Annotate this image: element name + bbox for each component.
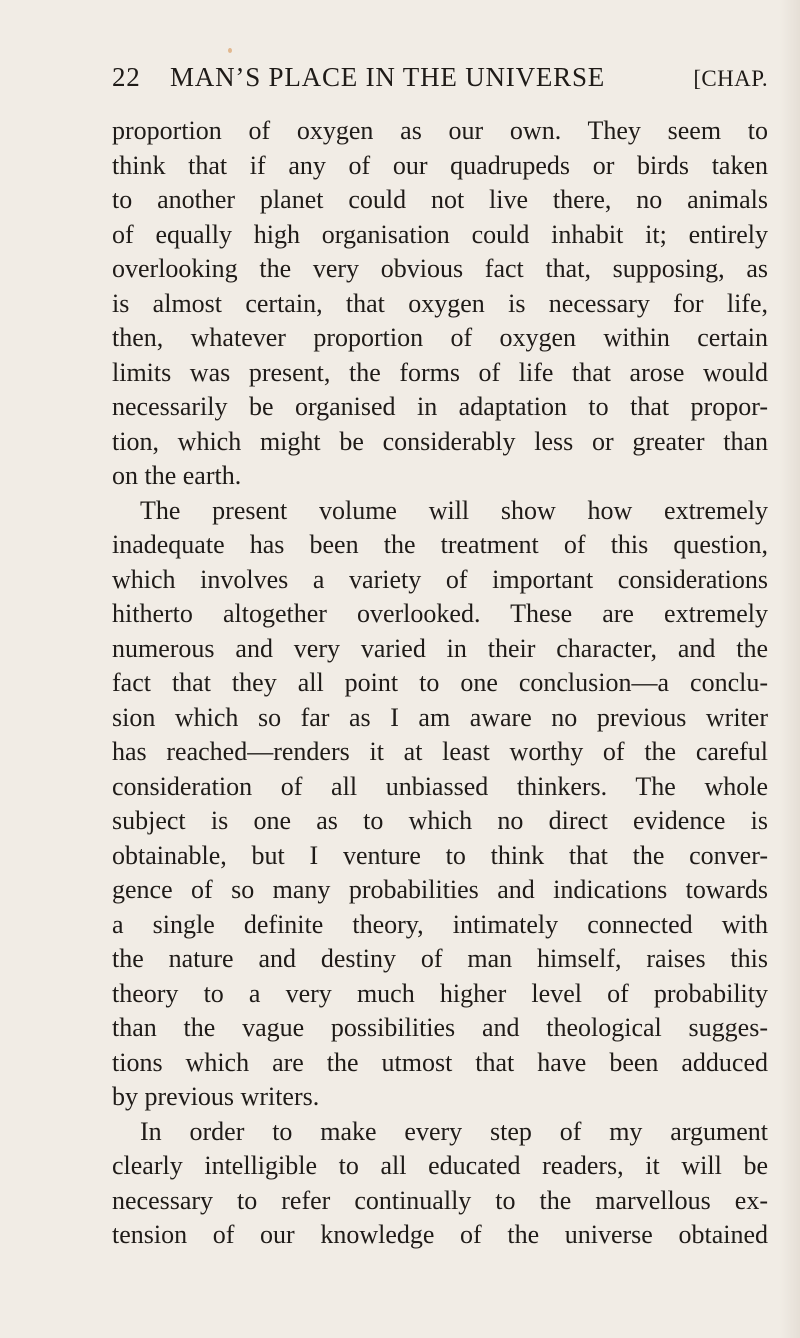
text-line: overlooking the very obvious fact that, supposing, as (112, 254, 768, 283)
text-line: of equally high organisation could inhabit it; entirely (112, 219, 768, 249)
text-line: sion which so far as I am aware no previous writer (112, 702, 768, 732)
text-line: than the vague possibilities and theological sugges- (112, 1013, 768, 1042)
text-line: subject is one as to which no direct evidence is (112, 806, 768, 835)
text-line: limits was present, the forms of life that arose would (112, 357, 768, 387)
page-edge-shadow (780, 0, 800, 1338)
text-line: then, whatever proportion of oxygen within certain (112, 323, 768, 352)
text-line: tion, which might be considerably less or greater than (112, 426, 768, 456)
body-text (112, 114, 768, 1334)
text-line: numerous and very varied in their character, and the (112, 633, 768, 663)
page-number: 22 (112, 62, 141, 92)
text-line: proportion of oxygen as our own. They seem to (112, 116, 768, 145)
text-line: obtainable, but I venture to think that the conver- (112, 840, 768, 870)
text-line: has reached—renders it at least worthy of the careful (112, 737, 768, 766)
running-title: MAN’S PLACE IN THE UNIVERSE (170, 62, 606, 92)
text-line: on the earth. (112, 461, 242, 490)
paper-fleck (228, 48, 232, 53)
text-line: the nature and destiny of man himself, raises this (112, 944, 768, 973)
text-line: inadequate has been the treatment of this question, (112, 530, 768, 559)
text-line: tions which are the utmost that have been adduced (112, 1047, 768, 1077)
text-line: tension of our knowledge of the universe obtained (112, 1220, 768, 1249)
text-line: necessary to refer continually to the marvellous ex- (112, 1185, 768, 1215)
chapter-mark: [CHAP. (693, 66, 768, 91)
text-line: by previous writers. (112, 1082, 320, 1111)
text-line: The present volume will show how extremely (140, 495, 768, 525)
text-line: necessarily be organised in adaptation to that propor- (112, 392, 768, 421)
text-line: In order to make every step of my argument (140, 1116, 768, 1146)
text-line: consideration of all unbiassed thinkers. The whole (112, 771, 768, 801)
running-head (112, 62, 768, 102)
text-line: think that if any of our quadrupeds or birds taken (112, 150, 768, 180)
text-line: is almost certain, that oxygen is necessary for life, (112, 288, 768, 318)
text-line: fact that they all point to one conclusion—a conclu- (112, 668, 768, 697)
text-line: hitherto altogether overlooked. These are extremely (112, 599, 768, 628)
text-line: theory to a very much higher level of probability (112, 978, 768, 1008)
text-line: which involves a variety of important considerations (112, 564, 768, 594)
text-line: a single definite theory, intimately connected with (112, 909, 768, 939)
text-line: clearly intelligible to all educated readers, it will be (112, 1151, 768, 1180)
text-line: gence of so many probabilities and indications towards (112, 875, 768, 904)
text-line: to another planet could not live there, no animals (112, 185, 768, 214)
